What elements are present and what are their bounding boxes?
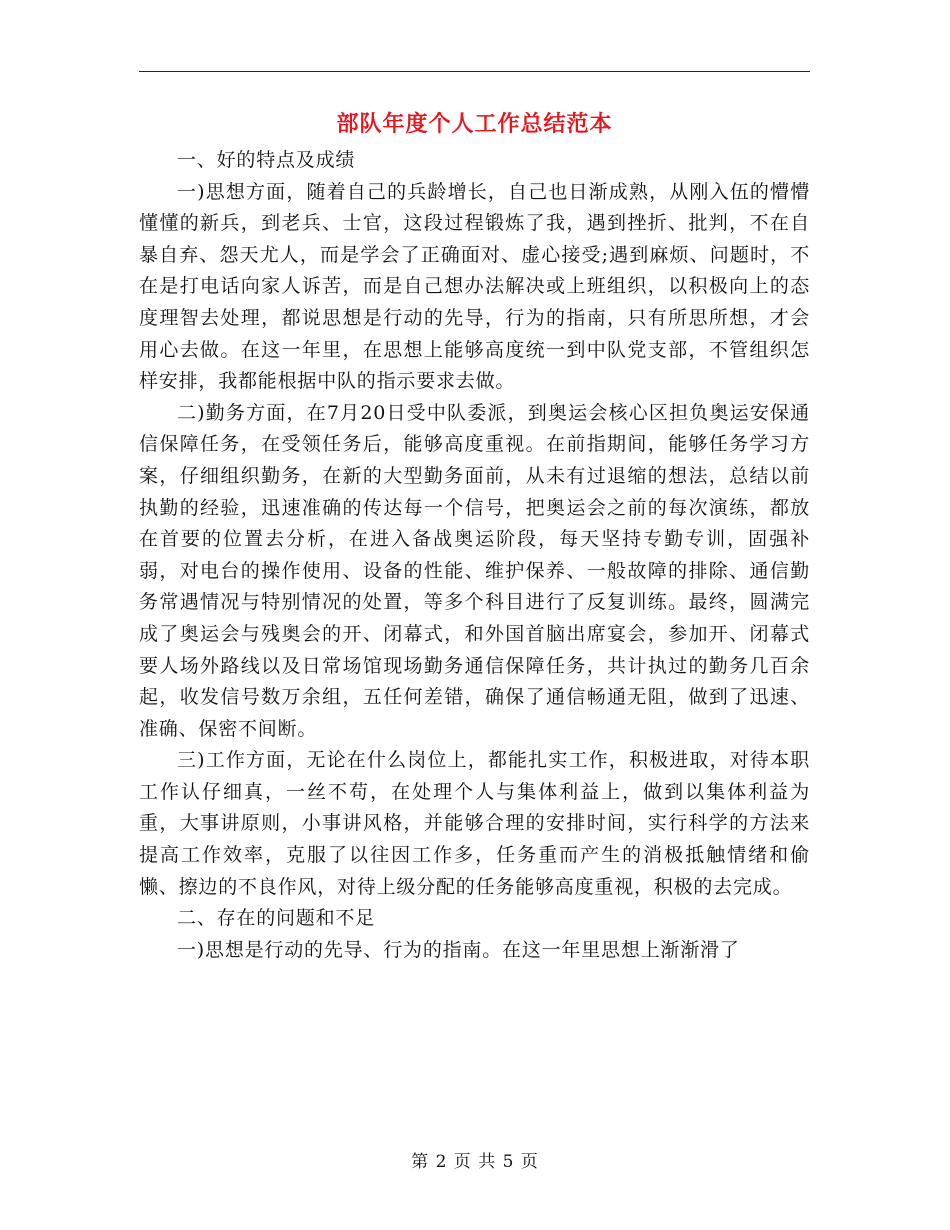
paragraph: 二)勤务方面，在7月20日受中队委派，到奥运会核心区担负奥运安保通信保障任务，在受领任务后，能够高度重视。在前指期间，能够任务学习方案，仔细组织勤务，在新的大型勤务面前，从未有过退缩的想法，总结以前执勤的经验，迅速准确的传达每一个信号，把奥运会之前的每次演练，都放在首要的位置去分析，在进入备战奥运阶段，每天坚持专勤专训，固强补弱，对电台的操作使用、设备的性能、维护保养、一般故障的排除、通信勤务常遇情况与特别情况的处置，等多个科目进行了反复训练。最终，圆满完成了奥运会与残奥会的开、闭幕式，和外国首脑出席宴会，参加开、闭幕式要人场外路线以及日常场馆现场勤务通信保障任务，共计执过的勤务几百余起，收发信号数万余组，五任何差错，确保了通信畅通无阻，做到了迅速、准确、保密不间断。 [139, 401, 810, 740]
document-body [139, 145, 810, 966]
document-title: 部队年度个人工作总结范本 [336, 112, 613, 137]
header-rule [139, 71, 810, 72]
paragraph: 一)思想方面，随着自己的兵龄增长，自己也日渐成熟，从刚入伍的懵懵懂懂的新兵，到老兵、士官，这段过程锻炼了我，遇到挫折、批判，不在自暴自弃、怨天尤人，而是学会了正确面对、虚心接受;遇到麻烦、问题时，不在是打电话向家人诉苦，而是自己想办法解决或上班组织，以积极向上的态度理智去处理，都说思想是行动的先导，行为的指南，只有所思所想，才会用心去做。在这一年里，在思想上能够高度统一到中队党支部，不管组织怎样安排，我都能根据中队的指示要求去做。 [139, 180, 810, 393]
paragraph: 三)工作方面，无论在什么岗位上，都能扎实工作，积极进取，对待本职工作认仔细真，一丝不苟，在处理个人与集体利益上，做到以集体利益为重，大事讲原则，小事讲风格，并能够合理的安排时间，实行科学的方法来提高工作效率，克服了以往因工作多，任务重而产生的消极抵触情绪和偷懒、擦边的不良作风，对待上级分配的任务能够高度重视，积极的去完成。 [139, 749, 810, 898]
paragraph: 一)思想是行动的先导、行为的指南。在这一年里思想上渐渐滑了 [177, 938, 740, 961]
section-heading: 一、好的特点及成绩 [177, 149, 356, 171]
page-number: 第 2 页 共 5 页 [411, 1152, 539, 1172]
section-heading: 二、存在的问题和不足 [177, 907, 376, 930]
